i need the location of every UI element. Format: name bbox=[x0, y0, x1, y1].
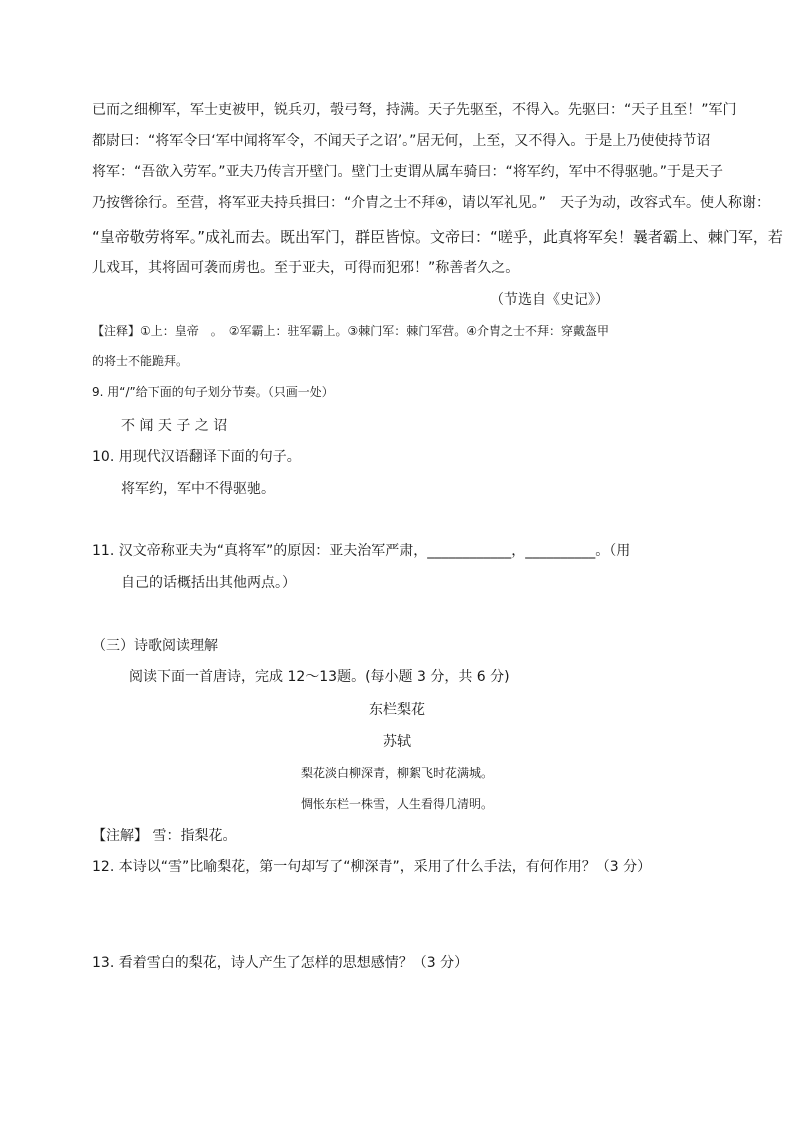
question-9-prompt: 9. 用“/”给下面的句子划分节奏。（只画一处） bbox=[92, 385, 334, 399]
passage-line-3: 将军：“吾欲入劳军。”亚夫乃传言开壁门。壁门士吏谓从属车骑曰：“将军约，军中不得驱驰。”于是天子 bbox=[92, 164, 724, 180]
poem-author: 苏轼 bbox=[383, 734, 411, 750]
poem-title: 东栏梨花 bbox=[369, 702, 425, 718]
question-9-sentence: 不 闻 天 子 之 诏 bbox=[121, 418, 228, 434]
question-11-line-1: 11. 汉文帝称亚夫为“真将军”的原因：亚夫治军严肃，____________，__________。（用 bbox=[92, 543, 631, 559]
passage-line-6: 儿戏耳，其将固可袭而虏也。至于亚夫，可得而犯邪！”称善者久之。 bbox=[92, 260, 520, 276]
question-10-prompt: 10. 用现代汉语翻译下面的句子。 bbox=[92, 449, 301, 465]
notes-line-2: 的将士不能跪拜。 bbox=[92, 354, 189, 368]
passage-line-2: 都尉曰：“将军令曰‘军中闻将军令，不闻天子之诏’。”居无何，上至，又不得入。于是上乃使使持节诏 bbox=[92, 133, 711, 149]
question-10-sentence: 将军约，军中不得驱驰。 bbox=[121, 481, 275, 497]
passage-line-4: 乃按辔徐行。至营，将军亚夫持兵揖曰：“介胄之士不拜④，请以军礼见。” 天子为动，改容式车。使人称谢： bbox=[92, 195, 771, 211]
poem-line-1: 梨花淡白柳深青，柳絮飞时花满城。 bbox=[300, 766, 493, 780]
passage-source: （节选自《史记》） bbox=[490, 292, 609, 308]
poem-note: 【注解】 雪：指梨花。 bbox=[92, 828, 237, 844]
section-3-title: （三）诗歌阅读理解 bbox=[92, 638, 218, 654]
notes-line-1: 【注释】①上：皇帝 。 ②军霸上：驻军霸上。③棘门军：棘门军营。④介胄之士不拜：穿戴盔甲 bbox=[92, 324, 610, 338]
passage-line-5: “皇帝敬劳将军。”成礼而去。既出军门，群臣皆惊。文帝曰：“嗟乎，此真将军矣！曩者霸上、棘门军，若 bbox=[92, 228, 783, 246]
question-11-line-2: 自己的话概括出其他两点。） bbox=[121, 575, 296, 591]
section-3-intro: 阅读下面一首唐诗，完成 12～13题。(每小题 3 分，共 6 分) bbox=[129, 669, 510, 685]
question-12: 12. 本诗以“雪”比喻梨花，第一句却写了“柳深青”，采用了什么手法，有何作用？（3 分） bbox=[92, 859, 652, 875]
poem-line-2: 惆怅东栏一株雪，人生看得几清明。 bbox=[300, 797, 493, 811]
question-13: 13. 看着雪白的梨花，诗人产生了怎样的思想感情？（3 分） bbox=[92, 955, 469, 971]
passage-line-1: 已而之细柳军，军士吏被甲，锐兵刃，彀弓弩，持满。天子先驱至，不得入。先驱曰：“天子且至！”军门 bbox=[92, 102, 737, 118]
